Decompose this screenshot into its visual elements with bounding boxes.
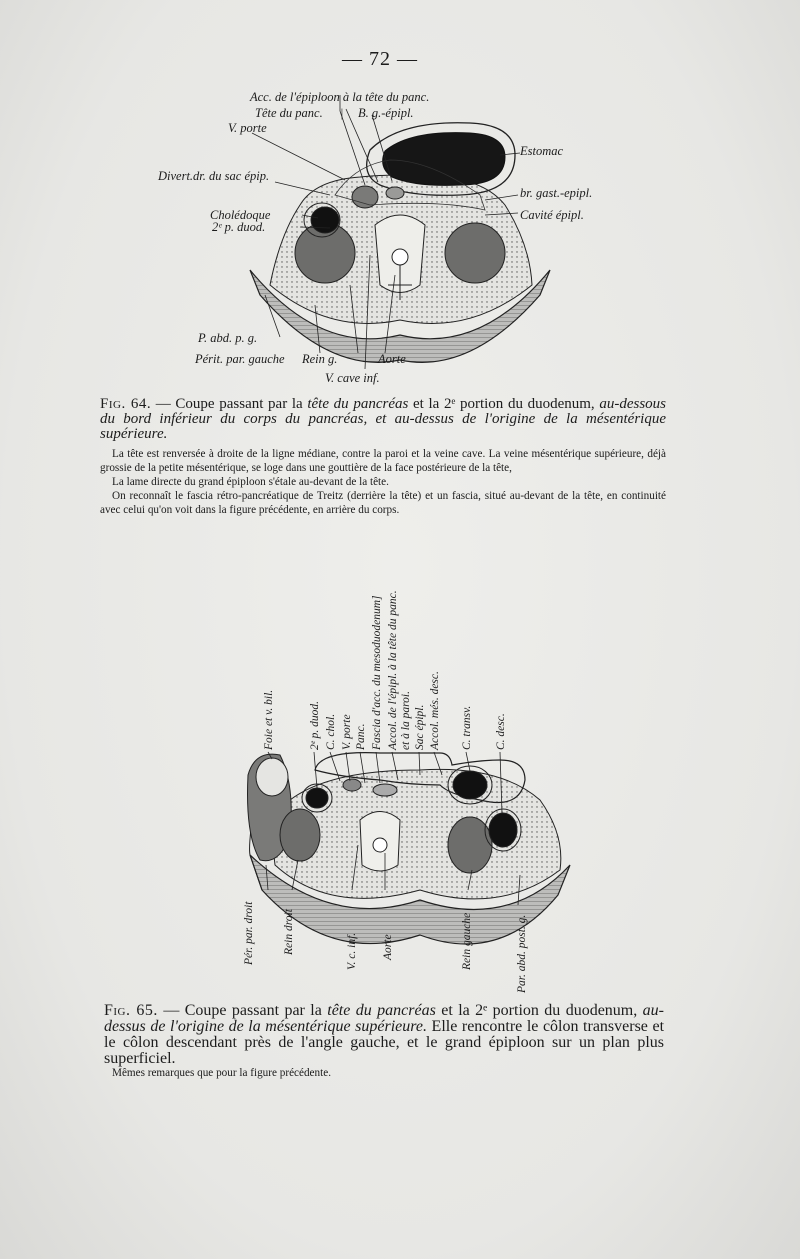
label-p-abd: P. abd. p. g.	[198, 331, 258, 345]
label-accol-epipl: Accol. de l'épipl. à la tête du panc.	[387, 590, 399, 750]
label-accol-mes: Accol. més. desc.	[429, 671, 441, 750]
label-duod: 2ᵉ p. duod.	[212, 220, 266, 234]
label-par-abd-post: Par. abd. post. g.	[516, 914, 528, 993]
figure-64-illustration	[140, 85, 660, 395]
label-v-porte: V. porte	[341, 714, 353, 750]
page-number: — 72 —	[342, 48, 418, 70]
label-foie: Foie et v. bil.	[263, 689, 275, 750]
label-v-porte: V. porte	[228, 121, 267, 135]
label-v-cave: V. cave inf.	[325, 371, 380, 385]
figure-65-caption: Fig. 65. — Coupe passant par la tête du pancréas et la 2ᵉ portion du duodenum, au-dessus de l'origine de la mésentérique supérieure. Elle rencontre le côlon transverse et le côlon descendant près de l'angle gauche, et le grand épiploon sur un plan plus superficiel.	[104, 1002, 665, 1067]
label-v-c-inf: V. c. inf.	[346, 932, 358, 970]
label-sac-epipl: Sac épipl.	[414, 704, 426, 750]
figure-65-remark: Mêmes remarques que pour la figure précédente.	[112, 1067, 331, 1079]
figure-65-number: Fig. 65.	[104, 1002, 158, 1019]
label-c-desc: C. desc.	[495, 713, 507, 750]
label-estomac: Estomac	[520, 144, 564, 158]
figure-65-illustration	[180, 545, 600, 1000]
note-paragraph: On reconnaît le fascia rétro-pancréatique de Treitz (derrière la tête) et un fascia, situé au-devant de la tête, en continuité avec celui qu'on voit dans la figure précédente, en arrière du corps.	[100, 490, 666, 516]
label-aorte: Aorte	[382, 934, 394, 960]
label-panc: Panc.	[355, 723, 367, 750]
label-c-transv: C. transv.	[461, 705, 473, 750]
figure-64-caption: Fig. 64. — Coupe passant par la tête du pancréas et la 2ᵉ portion du duodenum, au-dessous du bord inférieur du corps du pancréas, et au-dessus de l'origine de la mésentérique supérieure.	[100, 396, 667, 442]
figure-64-notes	[100, 447, 666, 517]
label-tete-panc: Tête du panc.	[255, 106, 323, 120]
label-perit: Périt. par. gauche	[195, 352, 285, 366]
label-fascia: Fascia d'acc. du mesoduodenum]	[371, 595, 383, 750]
svg-text:|: |	[340, 106, 344, 120]
label-choledoque: Cholédoque	[210, 208, 271, 222]
label-c-chol: C. chol.	[325, 713, 337, 750]
figure-64-number: Fig. 64.	[100, 396, 152, 412]
label-b-g-epipl: B. g.-épipl.	[358, 106, 414, 120]
label-per-par-droit: Pér. par. droit	[243, 901, 255, 965]
label-acc-epiploon: Acc. de l'épiploon à la tête du panc.	[250, 90, 430, 104]
label-rein-droit: Rein droit	[283, 909, 295, 955]
label-duod: 2ᵉ p. duod.	[309, 700, 321, 750]
label-br-gast: br. gast.-epipl.	[520, 186, 593, 200]
note-paragraph: La tête est renversée à droite de la ligne médiane, contre la paroi et la veine cave. La veine mésentérique supérieure, déjà grossie de la petite mésentérique, se loge dans une gouttière de la face postérieure de la tête,	[100, 448, 666, 474]
label-cavite: Cavité épipl.	[520, 208, 584, 222]
label-rein-gauche: Rein gauche	[461, 912, 473, 970]
label-divert: Divert.dr. du sac épip.	[158, 169, 270, 183]
label-rein: Rein g.	[302, 352, 338, 366]
label-et-paroi: et à la paroi.	[400, 691, 412, 750]
label-aorte: Aorte	[378, 352, 406, 366]
note-paragraph: La lame directe du grand épiploon s'étale au-devant de la tête.	[112, 476, 389, 488]
